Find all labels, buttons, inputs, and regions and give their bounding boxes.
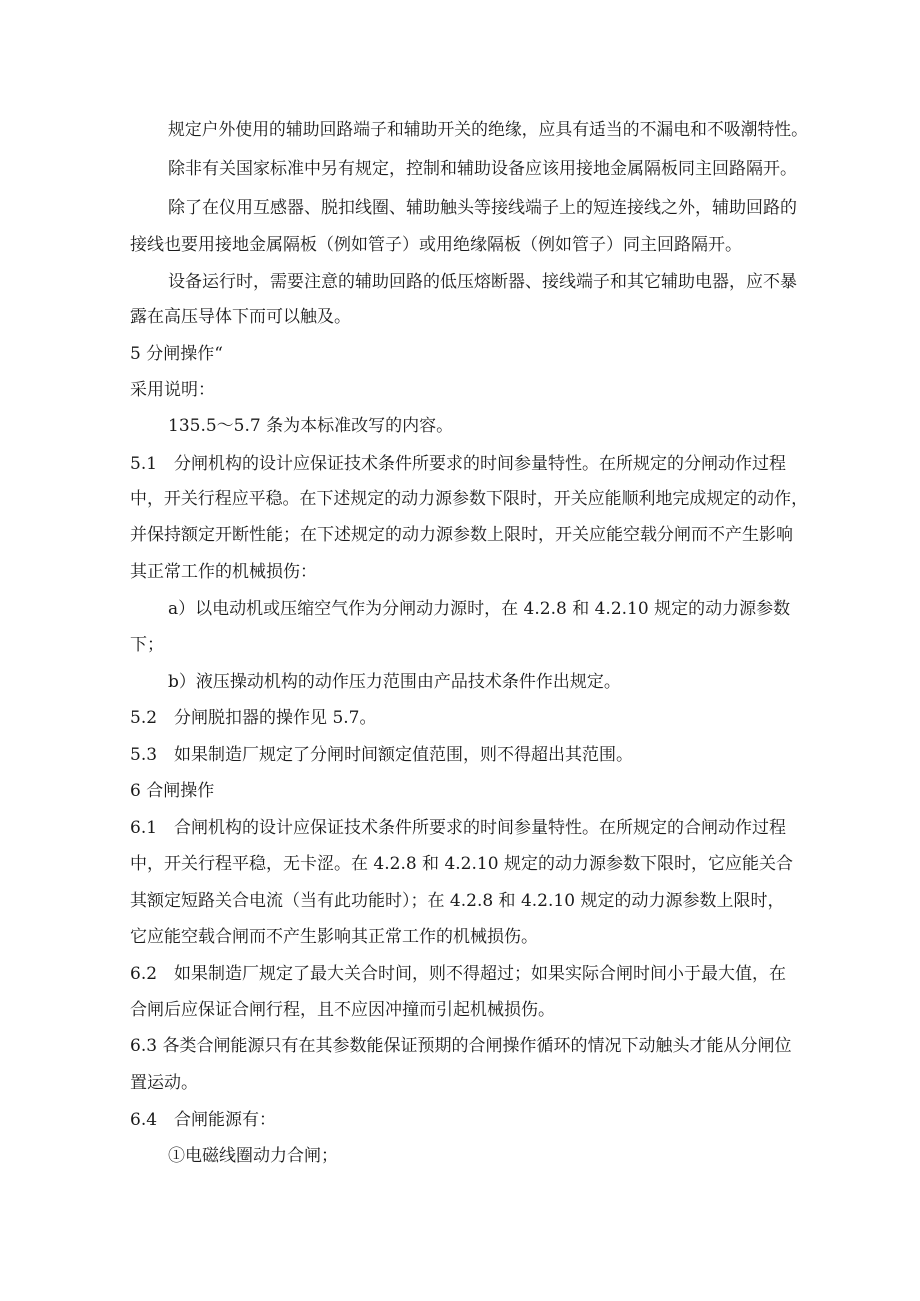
clause-6-1: 6.1 合闸机构的设计应保证技术条件所要求的时间参量特性。在所规定的合闸动作过程 [130,818,787,838]
paragraph-line: 135.5～5.7 条为本标准改写的内容。 [168,416,454,436]
paragraph-line: 下； [130,635,164,655]
paragraph-line: 规定户外使用的辅助回路端子和辅助开关的绝缘，应具有适当的不漏电和不吸潮特性。 [168,120,808,140]
section-heading-5: 5 分闸操作“ [130,344,223,364]
paragraph-line: 其正常工作的机械损伤： [130,562,317,582]
paragraph-line: 除非有关国家标准中另有规定，控制和辅助设备应该用接地金属隔板同主回路隔开。 [168,159,797,179]
paragraph-line: 它应能空载合闸而不产生影响其正常工作的机械损伤。 [130,927,538,947]
paragraph-line: 并保持额定开断性能；在下述规定的动力源参数上限时，开关应能空载分闸而不产生影响 [130,525,793,545]
paragraph-line: 中，开关行程平稳，无卡涩。在 4.2.8 和 4.2.10 规定的动力源参数下限时，它应能关合 [130,854,793,874]
paragraph-line: 中，开关行程应平稳。在下述规定的动力源参数下限时，开关应能顺利地完成规定的动作， [130,489,809,509]
paragraph-line: 采用说明： [130,380,215,400]
list-item-b: b）液压操动机构的动作压力范围由产品技术条件作出规定。 [168,672,621,692]
paragraph-line: 其额定短路关合电流（当有此功能时）；在 4.2.8 和 4.2.10 规定的动力源参数上限时， [130,891,785,911]
clause-6-3: 6.3 各类合闸能源只有在其参数能保证预期的合闸操作循环的情况下动触头才能从分闸位 [130,1036,792,1056]
paragraph-line: 合闸后应保证合闸行程，且不应因冲撞而引起机械损伤。 [130,1000,555,1020]
paragraph-line: 除了在仪用互感器、脱扣线圈、辅助触头等接线端子上的短连接线之外，辅助回路的 [168,198,797,218]
clause-6-4: 6.4 合闸能源有： [130,1110,277,1130]
list-item-a: a）以电动机或压缩空气作为分闸动力源时，在 4.2.8 和 4.2.10 规定的动力源参数 [168,599,791,619]
paragraph-line: 置运动。 [130,1073,198,1093]
clause-5-1: 5.1 分闸机构的设计应保证技术条件所要求的时间参量特性。在所规定的分闸动作过程 [130,454,787,474]
paragraph-line: 露在高压导体下而可以触及。 [130,307,351,327]
clause-5-2: 5.2 分闸脱扣器的操作见 5.7。 [130,708,377,728]
section-heading-6: 6 合闸操作 [130,781,215,801]
paragraph-line: 接线也要用接地金属隔板（例如管子）或用绝缘隔板（例如管子）同主回路隔开。 [130,235,742,255]
clause-5-3: 5.3 如果制造厂规定了分闸时间额定值范围，则不得超出其范围。 [130,745,634,765]
paragraph-line: 设备运行时，需要注意的辅助回路的低压熔断器、接线端子和其它辅助电器，应不暴 [168,272,797,292]
clause-6-2: 6.2 如果制造厂规定了最大关合时间，则不得超过；如果实际合闸时间小于最大值，在 [130,964,787,984]
list-item-1: ①电磁线圈动力合闸； [168,1146,338,1166]
